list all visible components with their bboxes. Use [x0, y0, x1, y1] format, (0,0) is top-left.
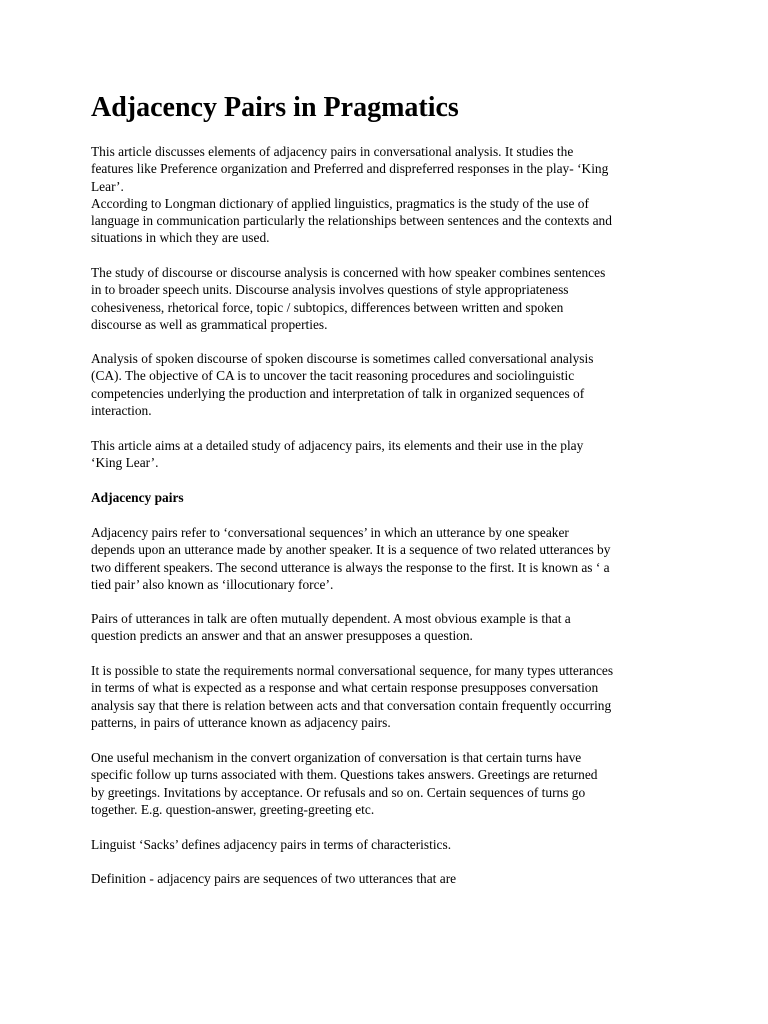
text-line: ‘King Lear’.: [91, 455, 159, 471]
requirements-paragraph: [91, 662, 691, 731]
discourse-paragraph: [91, 264, 691, 333]
text-line: cohesiveness, rhetorical force, topic / subtopics, differences between written and spoken: [91, 299, 564, 315]
text-line: (CA). The objective of CA is to uncover the tacit reasoning procedures and sociolinguistic: [91, 368, 575, 384]
text-line: Definition - adjacency pairs are sequences of two utterances that are: [91, 871, 457, 886]
text-line: patterns, in pairs of utterance known as adjacency pairs.: [91, 714, 391, 730]
text-line: discourse as well as grammatical properties.: [91, 316, 328, 332]
text-line: competencies underlying the production and interpretation of talk in organized sequences of: [91, 385, 585, 401]
text-line: depends upon an utterance made by another speaker. It is a sequence of two related utterances by: [91, 542, 611, 558]
ca-paragraph: [91, 350, 691, 419]
text-line: in to broader speech units. Discourse analysis involves questions of style appropriateness: [91, 282, 569, 298]
text-line: Linguist ‘Sacks’ defines adjacency pairs in terms of characteristics.: [91, 837, 452, 852]
text-line: interaction.: [91, 402, 152, 418]
text-line: situations in which they are used.: [91, 230, 270, 246]
text-line: It is possible to state the requirements normal conversational sequence, for many types utterances: [91, 663, 614, 678]
definition-line-paragraph: [91, 870, 691, 887]
text-line: two different speakers. The second utterance is always the response to the first. It is known as ‘ a: [91, 559, 610, 575]
text-line: language in communication particularly the relationships between sentences and the contexts and: [91, 213, 612, 229]
sacks-paragraph: [91, 836, 691, 853]
definition-paragraph: [91, 524, 691, 593]
text-line: in terms of what is expected as a response and what certain response presupposes conversation: [91, 680, 599, 696]
document-title: Adjacency Pairs in Pragmatics: [91, 92, 459, 123]
aim-paragraph: [91, 437, 691, 472]
section-heading: Adjacency pairs: [91, 490, 184, 505]
text-line: Pairs of utterances in talk are often mutually dependent. A most obvious example is that a: [91, 611, 571, 626]
text-line: specific follow up turns associated with them. Questions takes answers. Greetings are returned: [91, 767, 598, 783]
text-line: One useful mechanism in the convert organization of conversation is that certain turns have: [91, 750, 582, 765]
text-line: According to Longman dictionary of applied linguistics, pragmatics is the study of the use of: [91, 195, 589, 211]
text-line: This article aims at a detailed study of adjacency pairs, its elements and their use in the play: [91, 438, 584, 453]
text-line: The study of discourse or discourse analysis is concerned with how speaker combines sentences: [91, 265, 606, 280]
mechanism-paragraph: [91, 749, 691, 818]
text-line: Analysis of spoken discourse of spoken discourse is sometimes called conversational analysis: [91, 351, 594, 366]
text-line: This article discusses elements of adjacency pairs in conversational analysis. It studies the: [91, 144, 574, 159]
text-line: tied pair’ also known as ‘illocutionary force’.: [91, 576, 334, 592]
intro-paragraph: [91, 143, 691, 247]
pairs-paragraph: [91, 610, 691, 645]
text-line: features like Preference organization and Preferred and dispreferred responses in the play- ‘King: [91, 161, 609, 177]
text-line: together. E.g. question-answer, greeting-greeting etc.: [91, 801, 375, 817]
text-line: Lear’.: [91, 178, 124, 194]
text-line: question predicts an answer and that an answer presupposes a question.: [91, 628, 473, 644]
text-line: Adjacency pairs refer to ‘conversational sequences’ in which an utterance by one speaker: [91, 525, 569, 540]
text-line: by greetings. Invitations by acceptance. Or refusals and so on. Certain sequences of turns go: [91, 784, 586, 800]
text-line: analysis say that there is relation between acts and that conversation contain frequently occurring: [91, 697, 612, 713]
